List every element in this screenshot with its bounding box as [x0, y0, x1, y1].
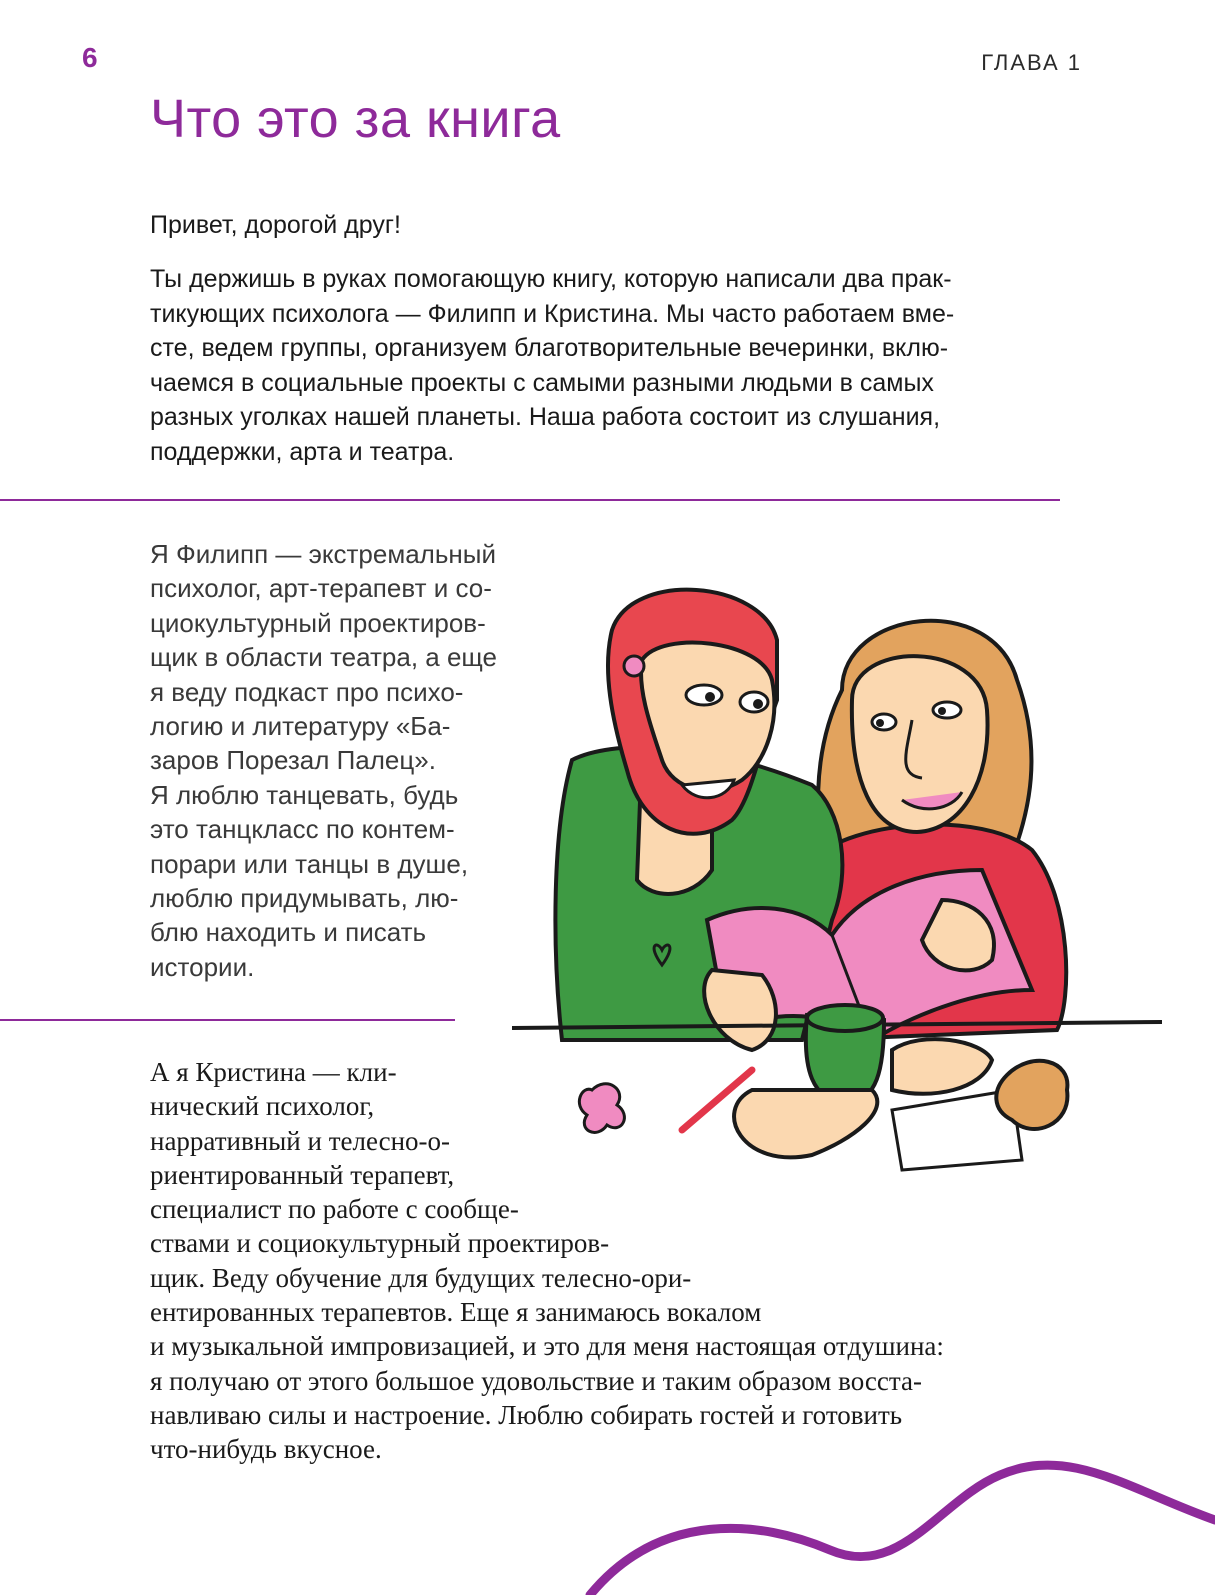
greeting: Привет, дорогой друг!: [150, 211, 401, 239]
kristina-line: ствами и социокультурный проектиров-: [150, 1228, 610, 1259]
philipp-line: психолог, арт-терапевт и со-: [150, 573, 492, 604]
intro-line: поддержки, арта и театра.: [150, 437, 455, 466]
kristina-line: нический психолог,: [150, 1091, 375, 1122]
philipp-line: Я Филипп — экстремальный: [150, 539, 496, 569]
intro-line: Ты держишь в руках помогающую книгу, которую написали два прак-: [150, 265, 952, 293]
philipp-line: логию и литературу «Ба-: [150, 711, 451, 742]
divider-top: [0, 499, 1060, 501]
kristina-line: я получаю от этого большое удовольствие и таким образом восста-: [150, 1365, 922, 1396]
page-number: 6: [82, 42, 98, 73]
kristina-line: щик. Веду обучение для будущих телесно-ори-: [150, 1262, 692, 1293]
philipp-line: люблю придумывать, лю-: [150, 883, 459, 914]
philipp-line: это танцкласс по контем-: [150, 814, 455, 845]
divider-middle: [0, 1019, 455, 1021]
decorative-wave: [570, 1440, 1215, 1595]
kristina-line: и музыкальной импровизацией, и это для меня настоящая отдушина:: [150, 1331, 944, 1362]
kristina-line: нарративный и телесно-о-: [150, 1125, 451, 1156]
intro-line: чаемся в социальные проекты с самыми разными людьми в самых: [150, 368, 934, 397]
philipp-line: циокультурный проектиров-: [150, 607, 486, 638]
philipp-line: Я люблю танцевать, будь: [150, 779, 459, 810]
kristina-bio: [150, 1055, 1085, 1467]
kristina-line: специалист по работе с сообще-: [150, 1194, 519, 1225]
philipp-line: щик в области театра, а еще: [150, 642, 497, 673]
philipp-line: блю находить и писать: [150, 917, 427, 948]
intro-line: разных уголках нашей планеты. Наша работа состоит из слушания,: [150, 403, 941, 431]
page-title: Что это за книга: [150, 89, 561, 149]
intro-paragraph: [150, 262, 1065, 469]
chapter-label: ГЛАВА 1: [981, 50, 1082, 75]
kristina-line: А я Кристина — кли-: [150, 1057, 397, 1087]
intro-line: сте, ведем группы, организуем благотворительные вечеринки, вклю-: [150, 334, 949, 362]
intro-line: тикующих психолога — Филипп и Кристина. Мы часто работаем вме-: [150, 299, 955, 328]
philipp-line: истории.: [150, 951, 255, 982]
philipp-line: заров Порезал Палец».: [150, 745, 436, 776]
philipp-line: я веду подкаст про психо-: [150, 676, 464, 707]
kristina-line: ентированных терапевтов. Еще я занимаюсь вокалом: [150, 1297, 762, 1328]
philipp-bio: [150, 537, 550, 984]
philipp-line: порари или танцы в душе,: [150, 848, 469, 879]
kristina-line: риентированный терапевт,: [150, 1159, 455, 1190]
kristina-line: навливаю силы и настроение. Люблю собирать гостей и готовить: [150, 1399, 903, 1430]
kristina-line: что-нибудь вкусное.: [150, 1434, 382, 1465]
